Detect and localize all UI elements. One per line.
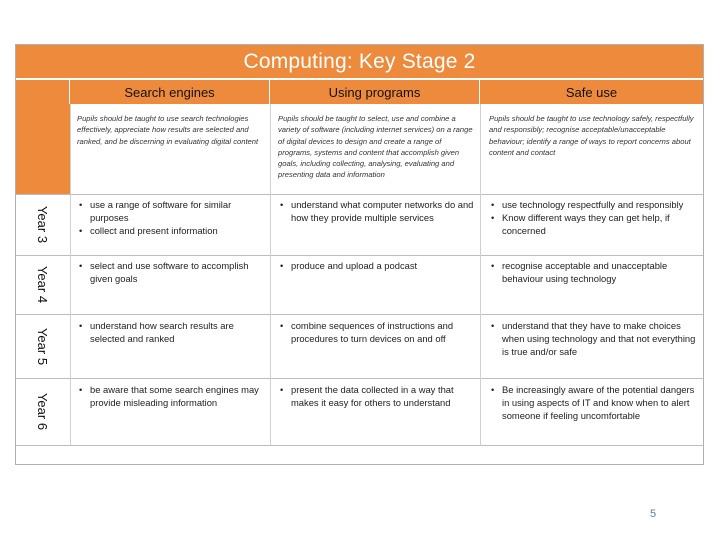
cell-year5-search (77, 319, 265, 345)
year-label-3: Year 3 (35, 205, 51, 244)
year-label-6: Year 6 (35, 392, 51, 431)
list-item: • use technology respectfully and responsibly (489, 198, 699, 211)
cell-year5-safe (489, 319, 699, 358)
cell-year4-safe (489, 259, 699, 285)
list-item: • understand how search results are selected and ranked (77, 319, 265, 345)
year-label-5: Year 5 (35, 327, 51, 365)
column-divider (70, 104, 71, 445)
list-item: • understand that they have to make choices when using technology and that not everything is true and/or safe (489, 319, 699, 358)
row-divider (16, 314, 703, 315)
page-title: Computing: Key Stage 2 (243, 49, 476, 73)
cell-year6-search (77, 383, 265, 409)
cell-year4-programs (278, 259, 474, 272)
cell-year3-safe (489, 198, 699, 237)
description-row-label (16, 104, 70, 194)
list-item: • combine sequences of instructions and procedures to turn devices on and off (278, 319, 474, 345)
year-label-4: Year 4 (35, 265, 51, 304)
cell-year3-search (77, 198, 265, 237)
column-header-using-programs: Using programs (270, 80, 480, 104)
list-item: • Know different ways they can get help, if concerned (489, 211, 699, 237)
list-item: • select and use software to accomplish given goals (77, 259, 265, 285)
cell-year3-programs (278, 198, 474, 224)
list-item: • Be increasingly aware of the potential dangers in using aspects of IT and know when to alert someone if feeling uncomfortable (489, 383, 699, 422)
column-divider (480, 104, 481, 445)
header-corner (16, 80, 70, 104)
cell-year6-programs (278, 383, 474, 409)
description-using-programs: Pupils should be taught to select, use and combine a variety of software (including internet services) on a range of digital devices to design and create a range of programs, systems and content that accomplish given goals, including collecting, analysing, evaluating and presenting data and information (278, 114, 473, 180)
list-item: • produce and upload a podcast (278, 259, 474, 272)
list-item: • be aware that some search engines may provide misleading information (77, 383, 265, 409)
column-header-search-engines: Search engines (70, 80, 270, 104)
list-item: • use a range of software for similar purposes (77, 198, 265, 224)
list-item: • present the data collected in a way that makes it easy for others to understand (278, 383, 474, 409)
cell-year4-search (77, 259, 265, 285)
list-item: • understand what computer networks do and how they provide multiple services (278, 198, 474, 224)
row-divider (16, 255, 703, 256)
page-number: 5 (650, 508, 657, 520)
column-divider (270, 104, 271, 445)
column-header-safe-use: Safe use (480, 80, 703, 104)
cell-year6-safe (489, 383, 699, 422)
cell-year5-programs (278, 319, 474, 345)
list-item: • collect and present information (77, 224, 265, 237)
list-item: • recognise acceptable and unacceptable behaviour using technology (489, 259, 699, 285)
description-search-engines: Pupils should be taught to use search technologies effectively, appreciate how results are selected and ranked, and be discerning in evaluating digital content (77, 114, 259, 146)
row-divider (16, 378, 703, 379)
description-safe-use: Pupils should be taught to use technology safely, respectfully and responsibly; recognise acceptable/unacceptable behaviour; identify a range of ways to report concerns about content and contact (489, 114, 694, 157)
title-bar (16, 45, 703, 79)
row-divider (16, 194, 703, 195)
row-divider (16, 445, 703, 446)
